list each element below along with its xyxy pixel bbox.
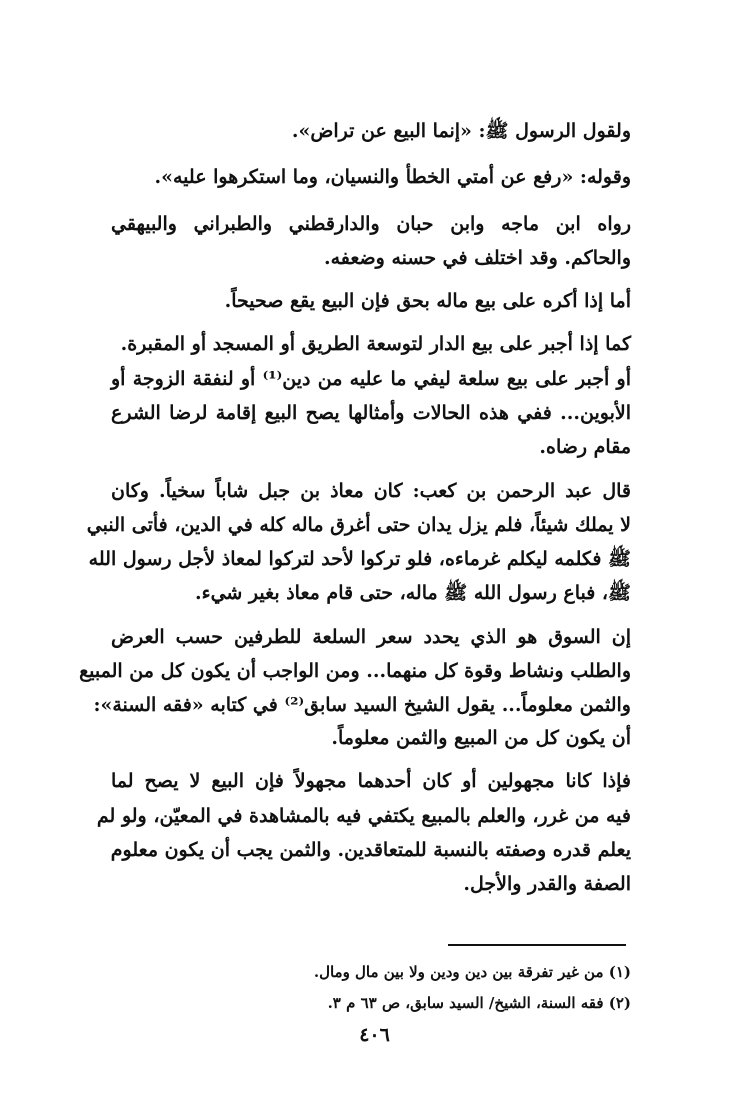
text-line: يعلم قدره وصفته بالنسبة للمتعاقدين. والثمن يجب أن يكون معلوم (110, 839, 631, 861)
text-line: كما إذا أجبر على بيع الدار لتوسعة الطريق أو المسجد أو المقبرة. (120, 333, 631, 355)
text-line: ﷺ، فباع رسول الله ﷺ ماله، حتى قام معاذ بغير شيء. (195, 582, 631, 604)
footnote: (١) من غير تفرقة بين دين ودين ولا بين مال ومال. (313, 963, 631, 981)
text-line: رواه ابن ماجه وابن حبان والدارقطني والطبراني والبيهقي (111, 213, 631, 235)
text-line: وقوله: «رفع عن أمتي الخطأ والنسيان، وما استكرهوا عليه». (154, 166, 631, 188)
text-line: أو أجبر على بيع سلعة ليفي ما عليه من دين⁽¹⁾ أو لنفقة الزوجة أو (111, 368, 631, 390)
text-line: والطلب ونشاط وقوة كل منهما... ومن الواجب أن يكون كل من المبيع (79, 660, 631, 682)
text-line: أما إذا أكره على بيع ماله بحق فإن البيع يقع صحيحاً. (224, 290, 631, 312)
text-line: الأبوين... ففي هذه الحالات وأمثالها يصح البيع إقامة لرضا الشرع (111, 402, 631, 424)
text-line: والحاكم. وقد اختلف في حسنه وضعفه. (323, 247, 631, 269)
text-line: فيه من غرر، والعلم بالمبيع يكتفي فيه بالمشاهدة في المعيّن، ولو لم (96, 805, 631, 827)
text-line: ولقول الرسول ﷺ: «إنما البيع عن تراض». (291, 120, 631, 142)
text-line: إن السوق هو الذي يحدد سعر السلعة للطرفين حسب العرض (111, 626, 631, 648)
text-line: الصفة والقدر والأجل. (463, 873, 631, 895)
text-line: مقام رضاه. (539, 436, 631, 458)
text-line: ﷺ فكلمه ليكلم غرماءه، فلو تركوا لأحد لتركوا لمعاذ لأجل رسول الله (88, 548, 631, 570)
text-line: والثمن معلوماً... يقول الشيخ السيد سابق⁽²⁾ في كتابه «فقه السنة»: (93, 694, 631, 716)
text-line: لا يملك شيئاً، فلم يزل يدان حتى أغرق ماله كله في الدين، فأتى النبي (86, 514, 631, 536)
footnote-divider (448, 944, 626, 946)
text-line: أن يكون كل من المبيع والثمن معلوماً. (331, 727, 631, 749)
footnote: (٢) فقه السنة، الشيخ/ السيد سابق، ص ٦٣ م ٣. (327, 994, 631, 1012)
text-line: فإذا كانا مجهولين أو كان أحدهما مجهولاً فإن البيع لا يصح لما (111, 770, 631, 792)
page-number: ٤٠٦ (359, 1024, 390, 1046)
text-line: قال عبد الرحمن بن كعب: كان معاذ بن جبل شاباً سخياً. وكان (111, 480, 631, 502)
